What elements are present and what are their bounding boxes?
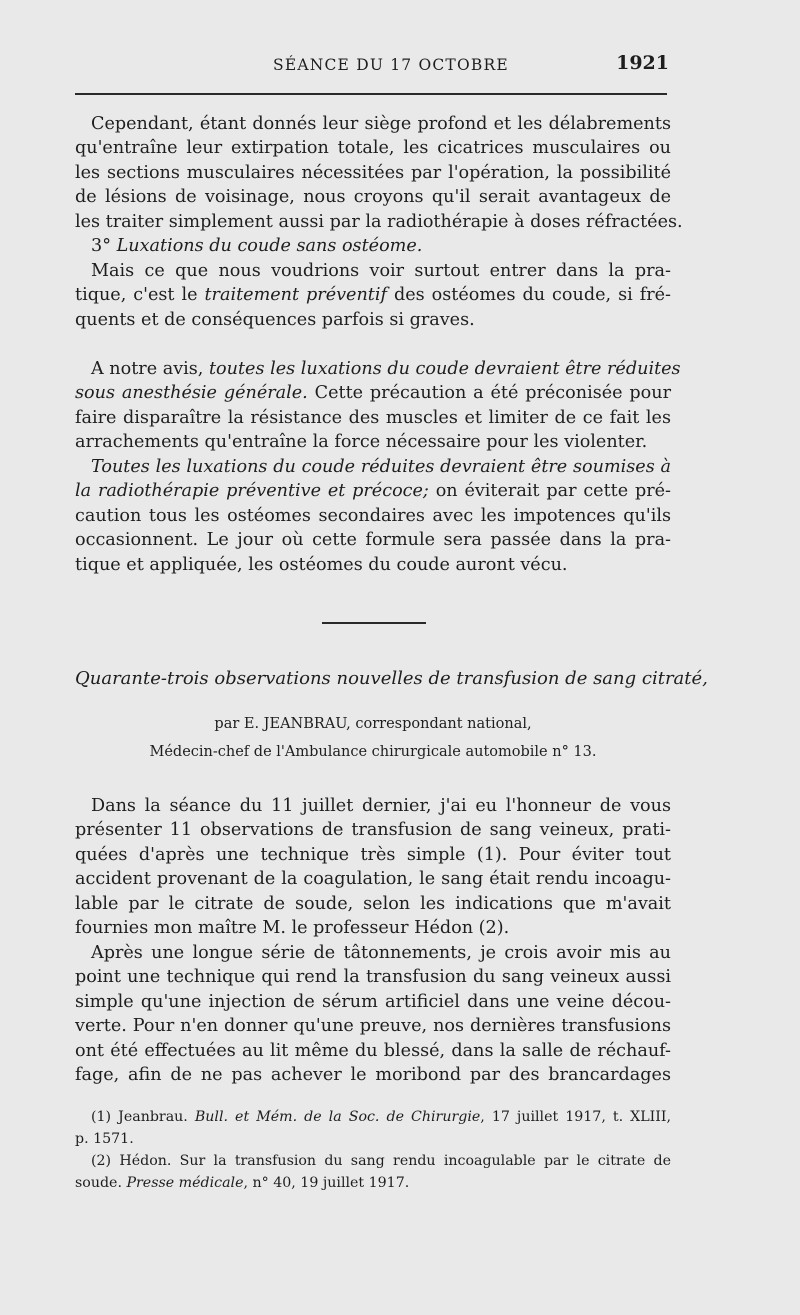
paragraph-avis [75,357,681,455]
text-line: A notre avis, toutes les luxations du coude devraient être réduites [91,359,681,379]
section-heading [75,234,671,258]
text-line: Toutes les luxations du coude réduites devraient être soumises à [91,457,671,477]
article-byline: par E. JEANBRAU, correspondant national, [214,716,532,732]
text-line: lable par le citrate de soude, selon les indications que m'avait [75,893,671,914]
text-line: quées d'après une technique très simple (1). Pour éviter tout [75,844,671,865]
text-line: tique, c'est le traitement préventif des ostéomes du coude, si fré- [75,285,671,306]
paragraph-mais [75,259,671,332]
header-rule [75,93,667,95]
paragraph-cependant [75,112,683,234]
footnote-line: (2) Hédon. Sur la transfusion du sang rendu incoagulable par le citrate de [91,1153,671,1169]
text-line: les sections musculaires nécessitées par l'opération, la possibilité [75,162,671,183]
text-line: verte. Pour n'en donner qu'une preuve, nos dernières transfusions [75,1016,671,1037]
page-number: 1921 [616,52,669,74]
text-line: tique et appliquée, les ostéomes du coude auront vécu. [75,554,568,575]
footnote-line: (1) Jeanbrau. Bull. et Mém. de la Soc. de Chirurgie, 17 juillet 1917, t. XLIII, [91,1109,672,1125]
paragraph-toutes [75,455,671,577]
text-line: Après une longue série de tâtonnements, je crois avoir mis au [91,943,671,963]
text-line: point une technique qui rend la transfusion du sang veineux aussi [75,967,671,988]
article-title: Quarante-trois observations nouvelles de transfusion de sang citraté, [75,668,708,689]
text-line: Cependant, étant donnés leur siège profond et les délabrements [91,114,671,134]
text-line: faire disparaître la résistance des muscles et limiter de ce fait les [75,407,671,428]
footnote-1 [75,1106,671,1150]
text-line: les traiter simplement aussi par la radiothérapie à doses réfractées. [75,211,683,232]
text-line: sous anesthésie générale. Cette précaution a été préconisée pour [75,383,671,404]
footnote-line: p. 1571. [75,1131,134,1147]
footnote-2 [75,1150,671,1194]
text-line: arrachements qu'entraîne la force nécessaire pour les violenter. [75,432,648,453]
text-line: fage, afin de ne pas achever le moribond par des brancardages [75,1065,671,1086]
text-line: présenter 11 observations de transfusion de sang veineux, prati- [75,820,671,841]
section-separator [322,622,426,624]
text-line: occasionnent. Le jour où cette formule sera passée dans la pra- [75,530,671,551]
paragraph-apres [75,941,671,1087]
paragraph-dans-la-seance [75,794,671,940]
article-affiliation: Médecin-chef de l'Ambulance chirurgicale automobile n° 13. [149,744,597,760]
text-line: la radiothérapie préventive et précoce; on éviterait par cette pré- [75,481,672,502]
page-header [75,52,671,82]
text-line: fournies mon maître M. le professeur Hédon (2). [75,918,510,939]
text-line: qu'entraîne leur extirpation totale, les cicatrices musculaires ou [75,138,671,159]
text-line: Mais ce que nous voudrions voir surtout entrer dans la pra- [91,261,671,281]
text-line: caution tous les ostéomes secondaires avec les impotences qu'ils [75,505,671,526]
text-line: de lésions de voisinage, nous croyons qu'il serait avantageux de [75,187,671,208]
text-line: simple qu'une injection de sérum artificiel dans une veine décou- [75,991,671,1012]
text-line: Dans la séance du 11 juillet dernier, j'ai eu l'honneur de vous [91,796,671,816]
section-title: Luxations du coude sans ostéome. [116,236,423,256]
text-line: quents et de conséquences parfois si graves. [75,309,475,330]
text-line: ont été effectuées au lit même du blessé, dans la salle de réchauf- [75,1040,671,1061]
section-number: 3° [91,236,111,256]
footnote-line: soude. Presse médicale, n° 40, 19 juillet 1917. [75,1175,410,1191]
text-line: accident provenant de la coagulation, le sang était rendu incoagu- [75,869,671,890]
running-title: SÉANCE DU 17 OCTOBRE [273,56,509,74]
